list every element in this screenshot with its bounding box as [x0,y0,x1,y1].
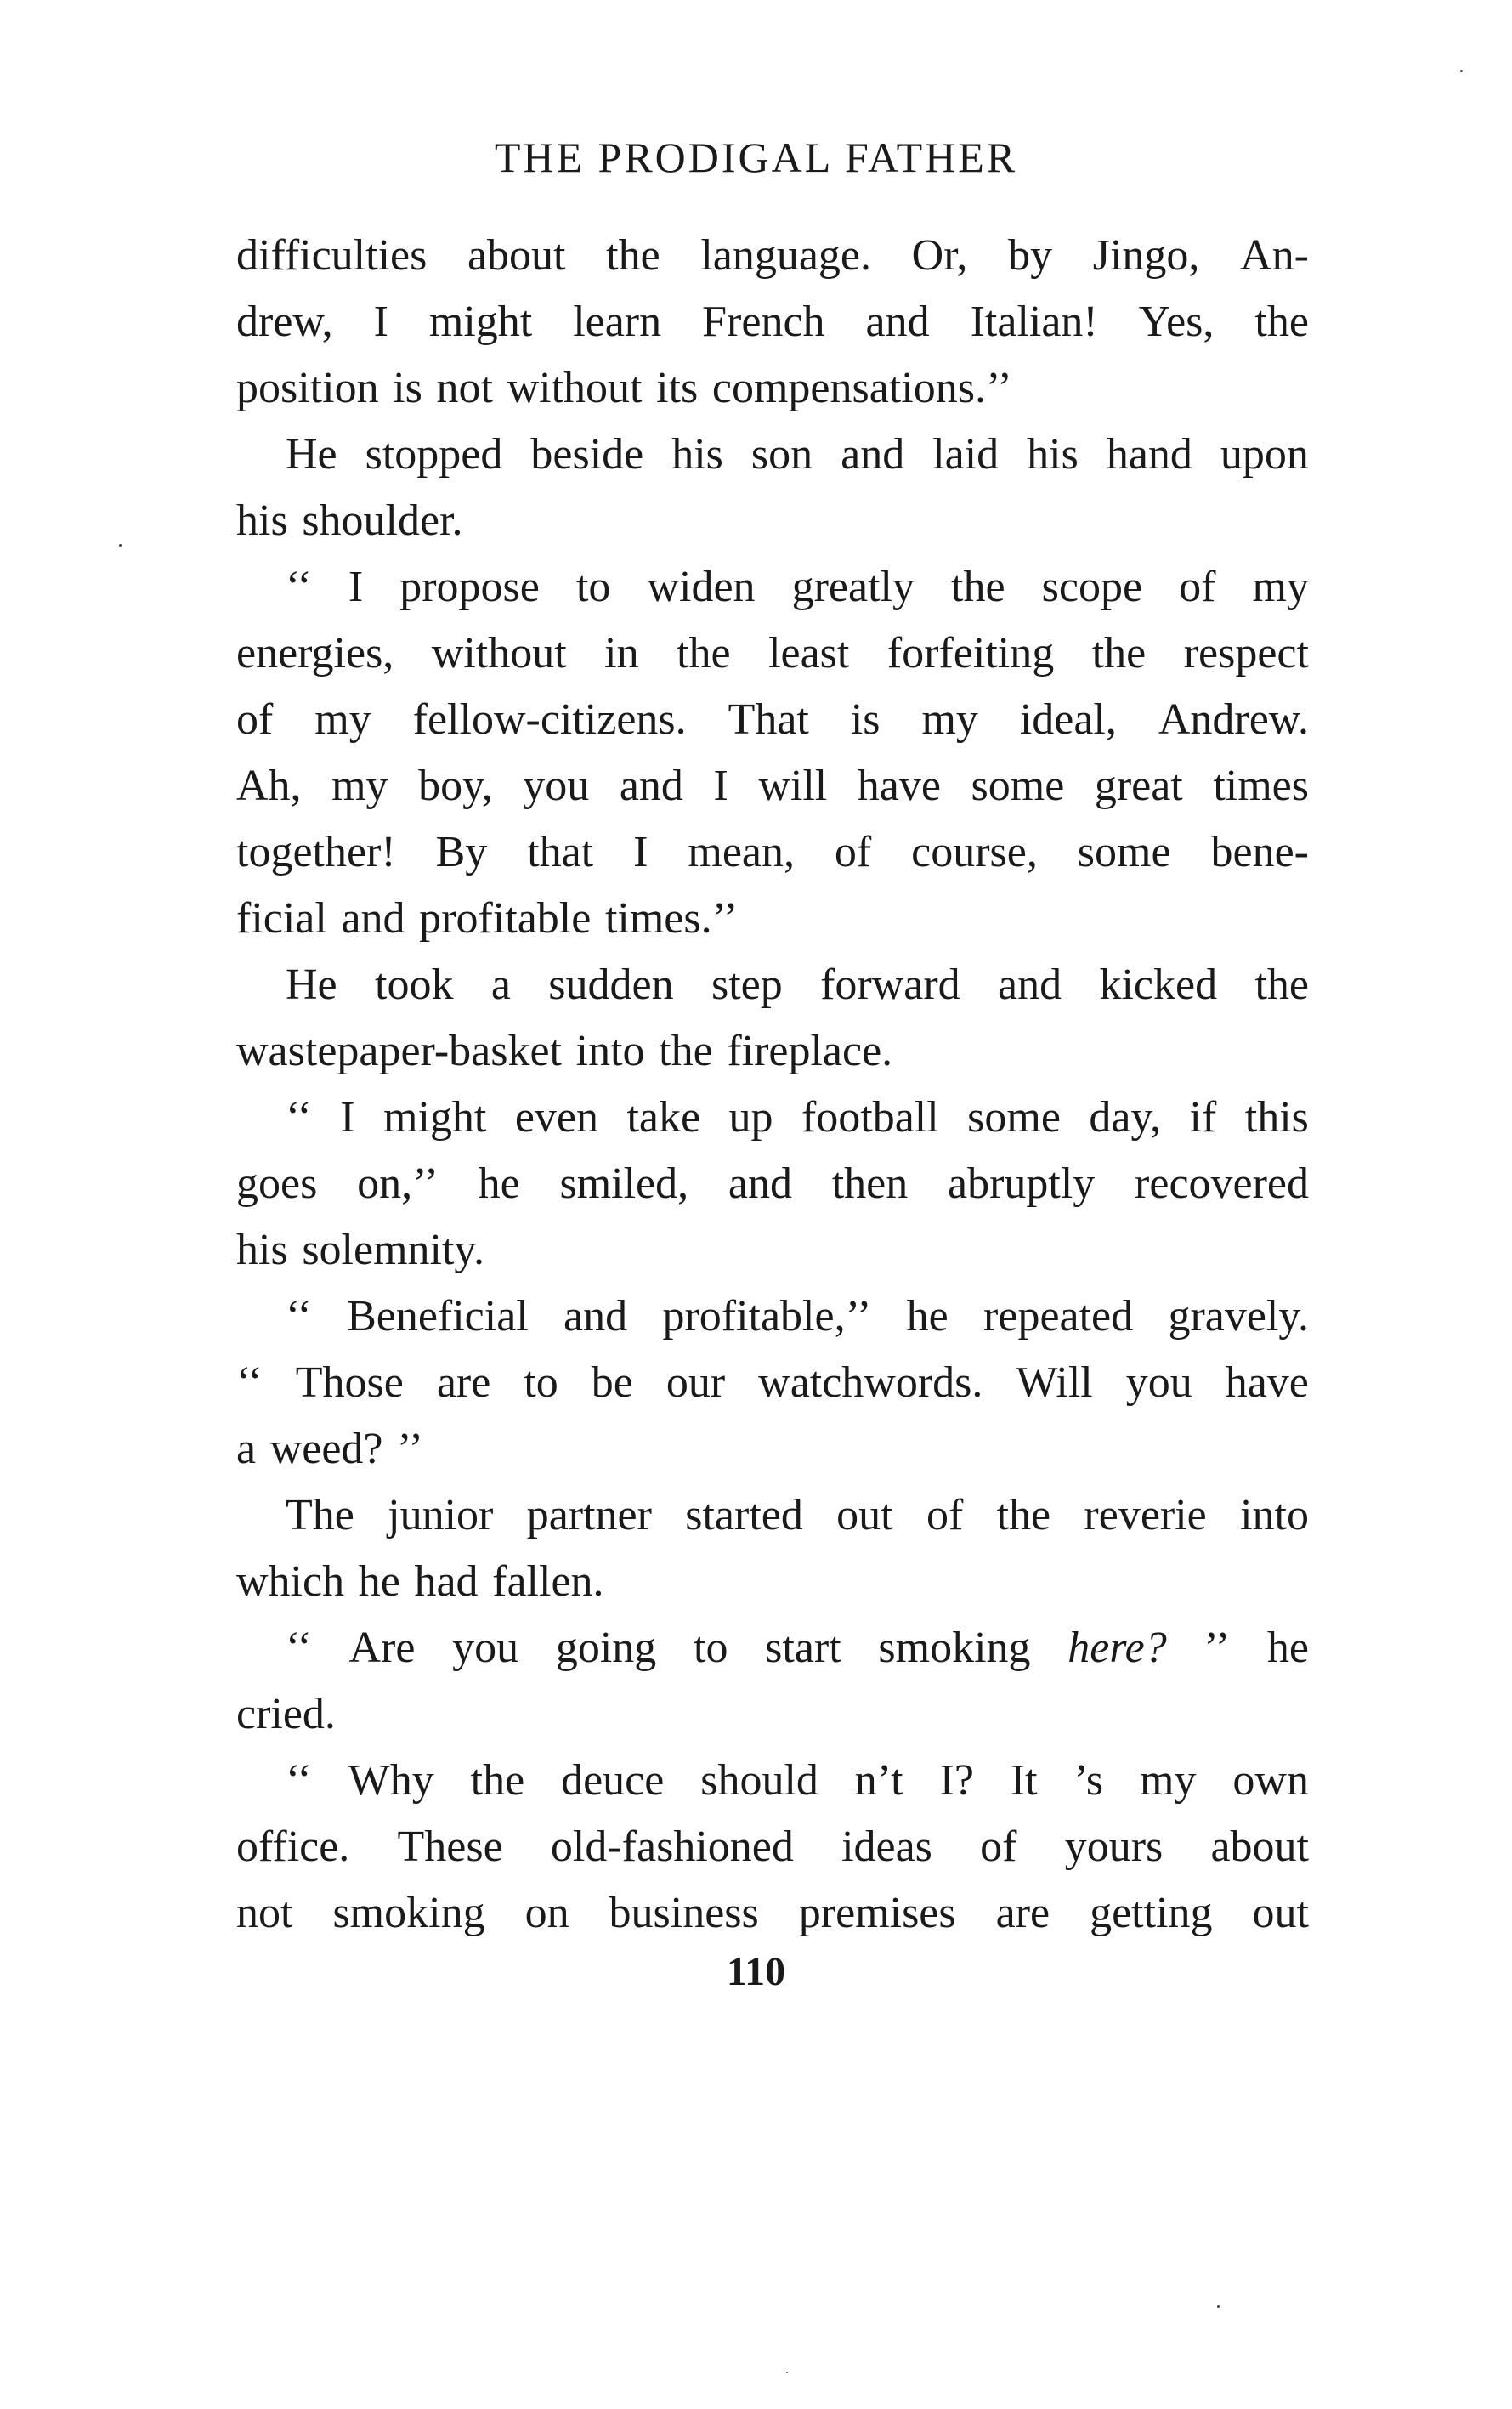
text-line: ficial and profitable times.’’ [236,894,739,943]
text-line: ‘‘ I propose to widen greatly the scope of my [286,563,1309,611]
text-line: office. These old-fashioned ideas of yours about [236,1822,1309,1871]
text-line: ‘‘ Those are to be our watchwords. Will you have [236,1358,1309,1407]
text-line: a weed? ’’ [236,1425,423,1473]
text-line: goes on,’’ he smiled, and then abruptly recovered [236,1159,1309,1208]
text-line: Ah, my boy, you and I will have some great times [236,762,1309,810]
text-line: which he had fallen. [236,1557,604,1606]
text-line: position is not without its compensations.’’ [236,364,1012,412]
text-line: ‘‘ Are you going to start smoking here? ’’ he [286,1624,1309,1672]
text-line: his shoulder. [236,496,463,545]
text-line: The junior partner started out of the reverie into [286,1491,1309,1539]
text-line: together! By that I mean, of course, some bene- [236,828,1309,876]
text-line: energies, without in the least forfeiting the respect [236,629,1309,677]
page-number: 110 [726,1949,786,1994]
running-title: THE PRODIGAL FATHER [494,133,1018,181]
text-line: ‘‘ Beneficial and profitable,’’ he repeated gravely. [286,1292,1309,1341]
scan-speck [119,544,122,547]
body-text [236,223,1309,1947]
text-line: He stopped beside his son and laid his hand upon [286,430,1309,479]
text-line: his solemnity. [236,1226,485,1274]
text-line: difficulties about the language. Or, by Jingo, An- [236,231,1309,280]
text-line: not smoking on business premises are getting out [236,1889,1309,1937]
scan-speck [786,2372,788,2373]
text-line: of my fellow-citizens. That is my ideal, Andrew. [236,695,1309,744]
text-line: wastepaper-basket into the fireplace. [236,1027,893,1075]
text-line: drew, I might learn French and Italian! Yes, the [236,298,1309,346]
text-line: cried. [236,1690,336,1738]
scan-speck [1217,2305,1220,2308]
text-line: ‘‘ I might even take up football some day, if this [286,1093,1309,1142]
text-line: ‘‘ Why the deuce should n’t I? It ’s my own [286,1756,1309,1805]
scan-speck [1460,70,1463,72]
text-line: He took a sudden step forward and kicked the [286,961,1309,1009]
